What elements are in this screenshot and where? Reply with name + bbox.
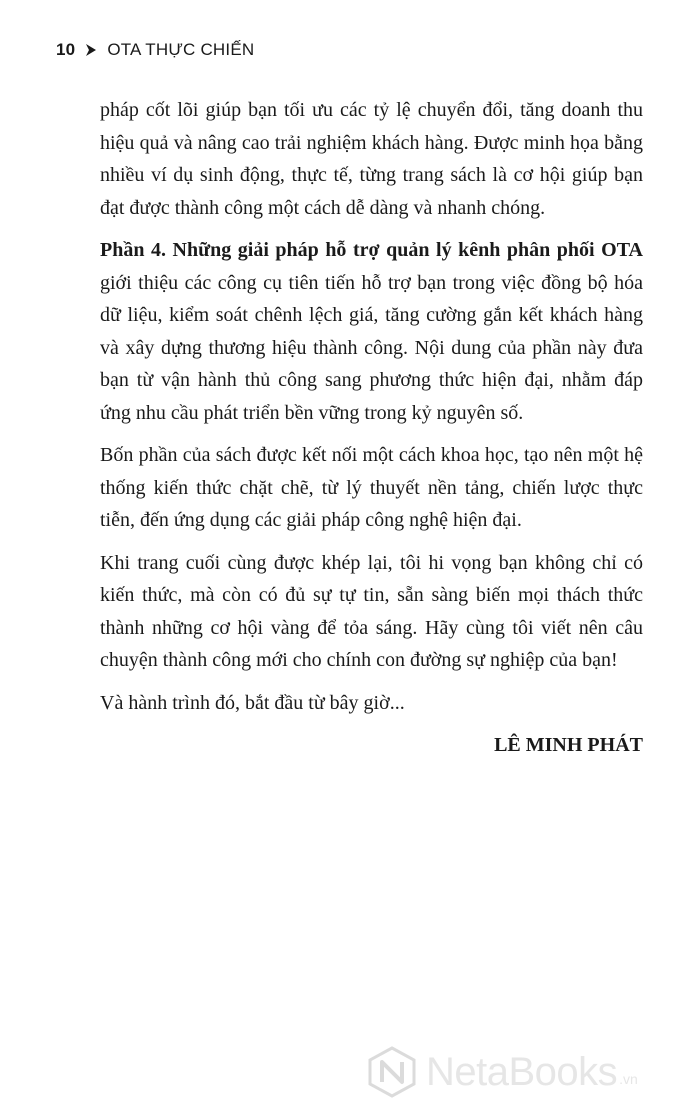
body-text xyxy=(100,94,643,762)
paragraph-5: Và hành trình đó, bắt đầu từ bây giờ... xyxy=(100,691,405,714)
running-header xyxy=(56,40,254,60)
netabooks-logo-icon xyxy=(366,1046,418,1098)
watermark-suffix: .vn xyxy=(619,1071,638,1087)
paragraph-2-text: giới thiệu các công cụ tiên tiến hỗ trợ bạn trong việc đồng bộ hóa dữ liệu, kiểm soát chênh lệch giá, tăng cường gắn kết khách hàng và xây dựng thương hiệu thành công. Nội dung của phần này đưa bạn từ vận hành thủ công sang phương thức hiện đại, nhằm đáp ứng nhu cầu phát triển bền vững trong kỷ nguyên số. xyxy=(100,271,643,424)
chevron-right-icon xyxy=(85,43,97,57)
watermark xyxy=(366,1046,638,1098)
page-number: 10 xyxy=(56,40,76,59)
paragraph-2 xyxy=(100,234,643,429)
author-signature: LÊ MINH PHÁT xyxy=(494,734,643,756)
paragraph-3: Bốn phần của sách được kết nối một cách khoa học, tạo nên một hệ thống kiến thức chặt chẽ, từ lý thuyết nền tảng, chiến lược thực tiễn, đến ứng dụng các giải pháp công nghệ hiện đại. xyxy=(100,444,643,531)
book-title: OTA THỰC CHIẾN xyxy=(107,40,255,59)
paragraph-4: Khi trang cuối cùng được khép lại, tôi hi vọng bạn không chỉ có kiến thức, mà còn có đủ sự tự tin, sẵn sàng biến mọi thách thức thành những cơ hội vàng để tỏa sáng. Hãy cùng tôi viết nên câu chuyện thành công mới cho chính con đường sự nghiệp của bạn! xyxy=(100,551,643,671)
section-heading: Phần 4. Những giải pháp hỗ trợ quản lý kênh phân phối OTA xyxy=(100,239,643,261)
watermark-brand: NetaBooks xyxy=(426,1049,618,1094)
paragraph-1: pháp cốt lõi giúp bạn tối ưu các tỷ lệ chuyển đổi, tăng doanh thu hiệu quả và nâng cao trải nghiệm khách hàng. Được minh họa bằng nhiều ví dụ sinh động, thực tế, từng trang sách là cơ hội giúp bạn đạt được thành công một cách dễ dàng và nhanh chóng. xyxy=(100,99,643,219)
